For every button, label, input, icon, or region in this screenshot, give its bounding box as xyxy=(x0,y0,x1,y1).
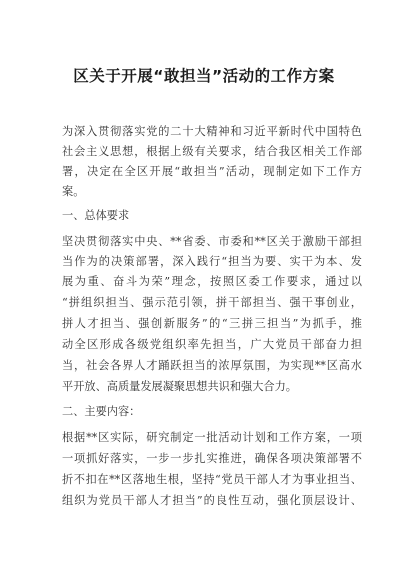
text-line: 社会主义思想，根据上级有关要求，结合我区相关工作部 xyxy=(62,145,362,158)
text-line: “拼组织担当、强示范引领，拼干部担当、强干事创业， xyxy=(62,296,362,309)
section-heading: 二、主要内容： xyxy=(62,405,141,418)
document-title: 区关于开展“敢担当”活动的工作方案 xyxy=(73,67,335,85)
general-requirements-paragraph xyxy=(62,235,362,394)
text-line: 根据**区实际，研究制定一批活动计划和工作方案，一项 xyxy=(62,431,362,444)
text-line: 一项抓好落实，一步一步扎实推进，确保各项决策部署不 xyxy=(62,452,362,465)
text-line: 当作为的决策部署，深入践行“担当为要、实干为本、发 xyxy=(62,255,362,268)
text-line: 折不扣在**区落地生根，坚持“党员干部人才为事业担当、 xyxy=(62,473,362,486)
section-heading-main xyxy=(62,405,362,419)
text-line: 平开放、高质量发展凝聚思想共识和强大合力。 xyxy=(62,380,297,393)
section-heading-general xyxy=(62,209,362,223)
section-heading: 一、总体要求 xyxy=(62,209,130,222)
intro-paragraph xyxy=(62,125,362,199)
text-line: 当，社会各界人才踊跃担当的浓厚氛围，为实现**区高水 xyxy=(62,359,362,372)
text-line: 坚决贯彻落实中央、**省委、市委和**区关于激励干部担 xyxy=(62,235,362,248)
text-line: 署，决定在全区开展“敢担当”活动，现制定如下工作方 xyxy=(62,165,362,178)
text-line: 案。 xyxy=(62,185,85,198)
text-line: 为深入贯彻落实党的二十大精神和习近平新时代中国特色 xyxy=(62,125,362,138)
text-line: 组织为党员干部人才担当”的良性互动，强化顶层设计、 xyxy=(62,494,362,507)
text-line: 动全区形成各级党组织率先担当，广大党员干部奋力担 xyxy=(62,338,362,351)
main-content-paragraph xyxy=(62,431,362,508)
text-line: 展为重、奋斗为荣”理念，按照区委工作要求，通过以 xyxy=(62,275,362,288)
text-line: 拼人才担当、强创新服务”的“三拼三担当”为抓手，推 xyxy=(62,317,362,330)
